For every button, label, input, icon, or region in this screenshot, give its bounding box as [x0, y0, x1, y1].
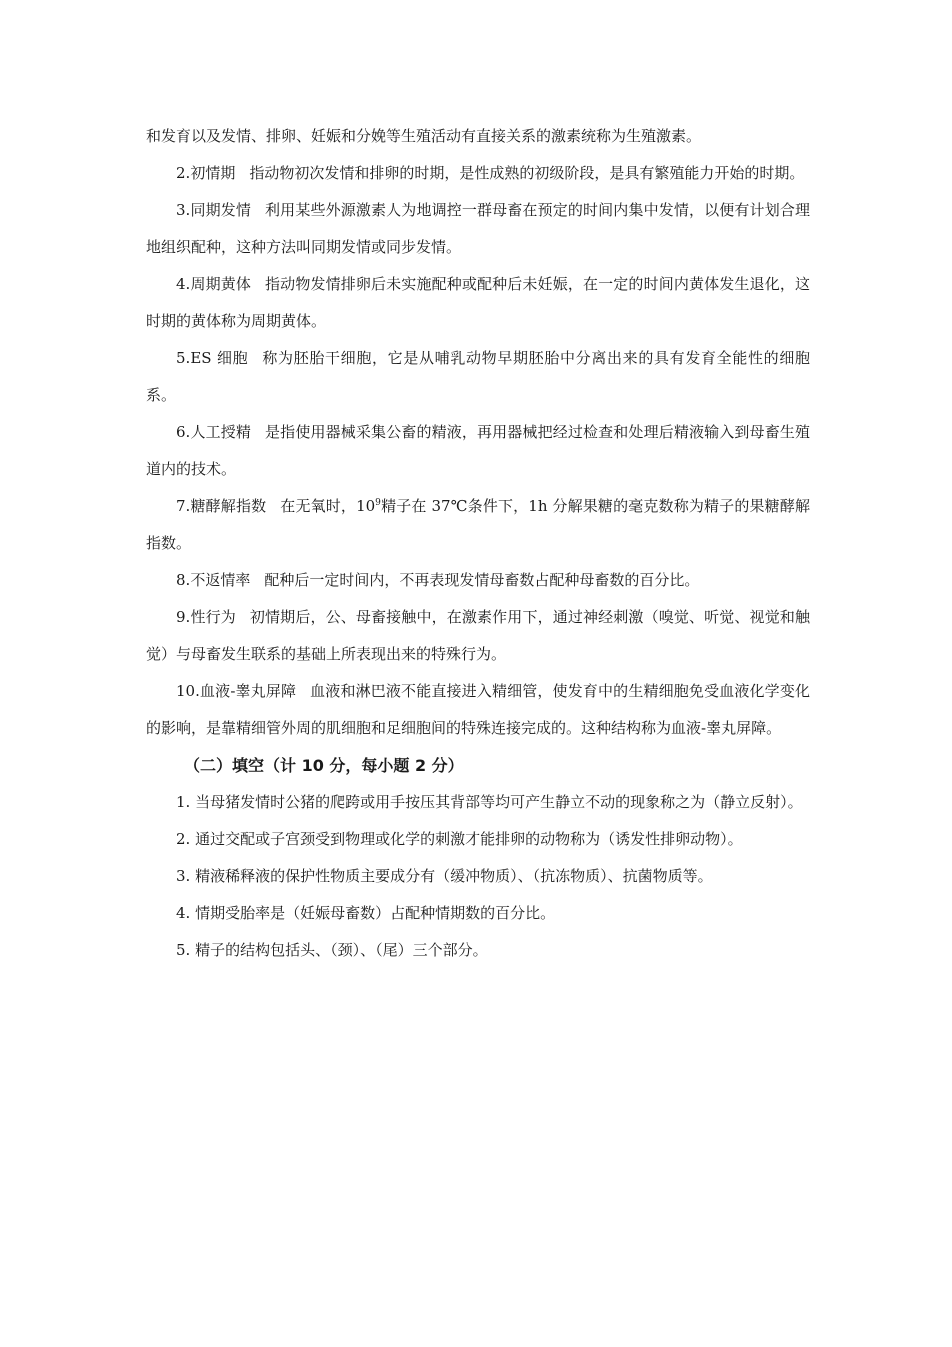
fill-item-4	[146, 895, 810, 932]
item-number: 7.	[176, 497, 191, 515]
fill-item-3	[146, 858, 810, 895]
item-term: 糖酵解指数	[190, 497, 267, 515]
item-text: 血液和淋巴液不能直接进入精细管，使发育中的生精细胞免受血液化学变化的影响，是靠精细管外周的肌细胞和足细胞间的特殊连接完成的。这种结构称为血液-睾丸屏障。	[146, 682, 810, 737]
item-term: 同期发情	[190, 201, 252, 219]
definition-item-9	[146, 599, 810, 673]
item-text: 通过交配或子宫颈受到物理或化学的刺激才能排卵的动物称为（诱发性排卵动物）。	[195, 830, 743, 848]
definition-continuation: 和发育以及发情、排卵、妊娠和分娩等生殖活动有直接关系的激素统称为生殖激素。	[146, 127, 702, 145]
item-text: 情期受胎率是（妊娠母畜数）占配种情期数的百分比。	[195, 904, 556, 922]
item-number: 9.	[176, 608, 191, 626]
item-term: 初情期	[190, 164, 236, 182]
item-number: 4.	[176, 904, 191, 922]
item-term: 不返情率	[190, 571, 251, 589]
item-term: 人工授精	[190, 423, 252, 441]
item-text: 指动物发情排卵后未实施配种或配种后未妊娠，在一定的时间内黄体发生退化，这时期的黄体称为周期黄体。	[146, 275, 810, 330]
fill-item-5	[146, 932, 810, 969]
item-term: ES 细胞	[190, 349, 249, 367]
definition-item-10	[146, 673, 810, 747]
item-number: 10.	[176, 682, 200, 700]
item-superscript: 9	[375, 498, 381, 508]
item-text-continued: 精子在 37℃条件下，1h 分解果糖的毫克数称为精子的果糖酵解指数。	[146, 497, 810, 552]
item-number: 8.	[176, 571, 191, 589]
item-text: 利用某些外源激素人为地调控一群母畜在预定的时间内集中发情，以便有计划合理地组织配种，这种方法叫同期发情或同步发情。	[146, 201, 810, 256]
item-number: 3.	[176, 201, 191, 219]
fill-item-2	[146, 821, 810, 858]
fill-item-1	[146, 784, 810, 821]
item-number: 4.	[176, 275, 191, 293]
definition-item-4	[146, 266, 810, 340]
definition-item-6	[146, 414, 810, 488]
definition-item-3	[146, 192, 810, 266]
fill-in-section-heading: （二）填空（计 10 分，每小题 2 分）	[184, 756, 464, 775]
item-term: 周期黄体	[190, 275, 252, 293]
definition-item-5	[146, 340, 810, 414]
item-text: 指动物初次发情和排卵的时期，是性成熟的初级阶段，是具有繁殖能力开始的时期。	[249, 164, 805, 182]
item-number: 1.	[176, 793, 191, 811]
definition-item-2	[146, 155, 810, 192]
item-text: 称为胚胎干细胞，它是从哺乳动物早期胚胎中分离出来的具有发育全能性的细胞系。	[146, 349, 810, 404]
definition-item-7	[146, 488, 810, 562]
item-text: 精子的结构包括头、（颈）、（尾）三个部分。	[195, 941, 488, 959]
item-term: 血液-睾丸屏障	[199, 682, 297, 700]
document-page	[146, 118, 810, 969]
item-number: 3.	[176, 867, 191, 885]
item-text: 当母猪发情时公猪的爬跨或用手按压其背部等均可产生静立不动的现象称之为（静立反射）。	[195, 793, 803, 811]
item-text: 配种后一定时间内，不再表现发情母畜数占配种母畜数的百分比。	[264, 571, 700, 589]
item-text: 精液稀释液的保护性物质主要成分有（缓冲物质）、（抗冻物质）、抗菌物质等。	[195, 867, 713, 885]
item-number: 5.	[176, 349, 191, 367]
item-text: 是指使用器械采集公畜的精液，再用器械把经过检查和处理后精液输入到母畜生殖道内的技术。	[146, 423, 810, 478]
item-number: 5.	[176, 941, 191, 959]
item-number: 2.	[176, 830, 191, 848]
definition-item-8	[146, 562, 810, 599]
item-text: 在无氧时，10	[280, 497, 376, 515]
item-number: 2.	[176, 164, 191, 182]
item-text: 初情期后，公、母畜接触中，在激素作用下，通过神经刺激（嗅觉、听觉、视觉和触觉）与母畜发生联系的基础上所表现出来的特殊行为。	[146, 608, 810, 663]
item-term: 性行为	[190, 608, 236, 626]
item-number: 6.	[176, 423, 191, 441]
